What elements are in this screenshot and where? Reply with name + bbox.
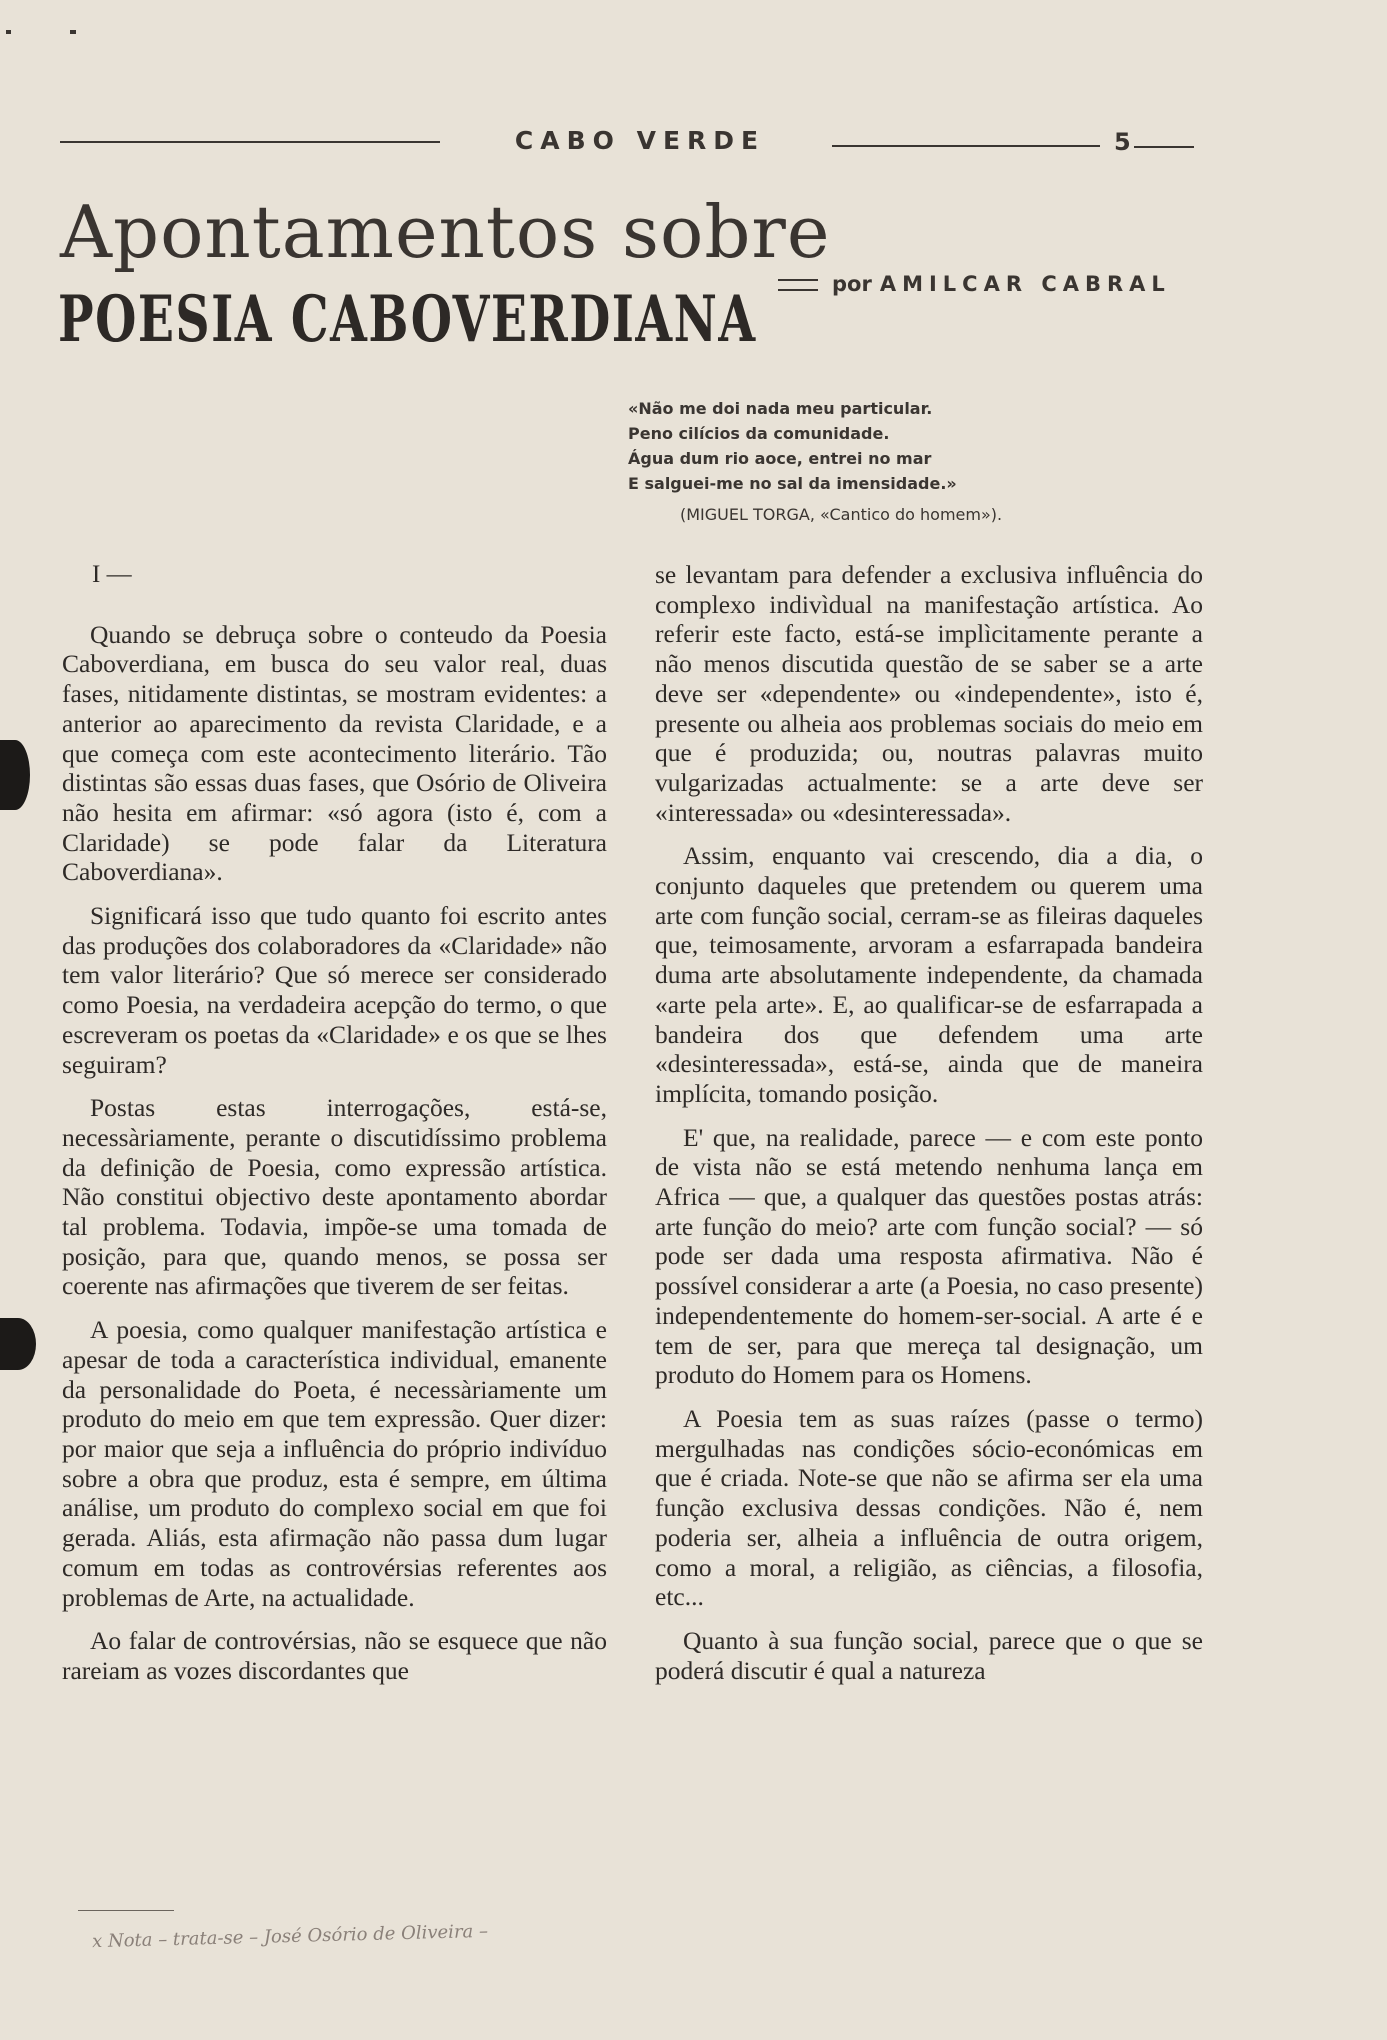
byline-dash	[778, 279, 818, 291]
ink-speck	[70, 30, 76, 34]
epigraph-line: E salguei-me no sal da imensidade.»	[628, 474, 957, 493]
header-rule-left	[60, 141, 440, 143]
paragraph: Assim, enquanto vai crescendo, dia a dia, o conjunto daqueles que pretendem ou querem uma arte com função social, cerram-se as fileiras daqueles que, teimosamente, arvoram a esfarrapada bandeira duma arte absolutamente independente, da chamada «arte pela arte». E, ao qualificar-se de esfarrapada a bandeira dos que defendem uma arte «desinteressada», está-se, ainda que de maneira implícita, tomando posição.	[655, 841, 1203, 1108]
page-number: 5	[1114, 128, 1131, 156]
paragraph: A Poesia tem as suas raízes (passe o termo) mergulhadas nas condições sócio-económicas em que é criada. Note-se que não se afirma ser ela uma função exclusiva dessas condições. Não é, nem poderia ser, alheia a influência de outra origem, como a moral, a religião, as ciências, a filosofia, etc...	[655, 1403, 1203, 1612]
ink-blot	[0, 740, 30, 810]
article-title-line1: Apontamentos sobre	[60, 190, 831, 274]
ink-speck	[6, 30, 11, 34]
left-column	[62, 560, 607, 1700]
epigraph-line: Água dum rio aoce, entrei no mar	[628, 449, 932, 468]
ink-blot	[0, 1318, 36, 1370]
section-number: I —	[92, 561, 132, 588]
paragraph: Significará isso que tudo quanto foi escrito antes das produções dos colaboradores da «Claridade» não tem valor literário? Que só merece ser considerado como Poesia, na verdadeira acepção do termo, o que escreveram os poetas da «Claridade» e os que se lhes seguiram?	[62, 901, 607, 1079]
paragraph: E' que, na realidade, parece — e com este ponto de vista não se está metendo nenhuma lança em Africa — que, a qualquer das questões postas atrás: arte função do meio? arte com função social? — só pode ser dada uma resposta afirmativa. Não é possível considerar a arte (a Poesia, no caso presente) independentemente do homem-ser-social. A arte é e tem de ser, para que mereça tal designação, um produto do Homem para os Homens.	[655, 1122, 1203, 1390]
byline-prefix: por	[832, 272, 872, 296]
paragraph: Quando se debruça sobre o conteudo da Poesia Caboverdiana, em busca do seu valor real, duas fases, nitidamente distintas, se mostram evidentes: a anterior ao aparecimento da revista Claridade, e a que começa com este acontecimento literário. Tão distintas são essas duas fases, que Osório de Oliveira não hesita em afirmar: «só agora (isto é, com a Claridade) se pode falar da Literatura Caboverdiana».	[62, 619, 607, 887]
running-header-title: CABO VERDE	[514, 126, 766, 155]
handwritten-footnote: x Nota – trata-se – José Osório de Oliveira –	[91, 1920, 489, 1953]
article-title-line2: POESIA CABOVERDIANA	[58, 282, 757, 357]
paragraph: se levantam para defender a exclusiva influência do complexo indivìdual na manifestação artística. Ao referir este facto, está-se implìcitamente perante a não menos discutida questão de se saber se a arte deve ser «dependente» ou «independente», isto é, presente ou alheia aos problemas sociais do meio em que é produzida; ou, noutras palavras muito vulgarizadas actualmente: se a arte deve ser «interessada» ou «desinteressada».	[655, 560, 1203, 827]
paragraph: A poesia, como qualquer manifestação artística e apesar de toda a característica individual, emanente da personalidade do Poeta, é necessàriamente um produto do meio em que tem expressão. Quer dizer: por maior que seja a influência do próprio indivíduo sobre a obra que produz, esta é sempre, em última análise, um produto do complexo social em que foi gerada. Aliás, esta afirmação não passa dum lugar comum em todas as controvérsias referentes aos problemas de Arte, na actualidade.	[62, 1315, 607, 1612]
epigraph-line: Peno cilícios da comunidade.	[628, 424, 890, 443]
header-rule-end	[1134, 146, 1194, 148]
paragraph: Quanto à sua função social, parece que o que se poderá discutir é qual a natureza	[655, 1625, 1203, 1685]
byline	[778, 272, 1171, 296]
epigraph	[628, 396, 957, 496]
epigraph-line: «Não me doi nada meu particular.	[628, 399, 933, 418]
author-name: AMILCAR CABRAL	[879, 272, 1171, 296]
header-rule-right	[832, 145, 1100, 147]
paragraph: Ao falar de controvérsias, não se esquece que não rareiam as vozes discordantes que	[62, 1626, 607, 1685]
paragraph: Postas estas interrogações, está-se, necessàriamente, perante o discutidíssimo problema da definição de Poesia, como expressão artística. Não constitui objectivo deste apontamento abordar tal problema. Todavia, impõe-se uma tomada de posição, para que, quando menos, se possa ser coerente nas afirmações que tiverem de ser feitas.	[62, 1093, 607, 1301]
right-column	[655, 560, 1203, 1699]
footnote-rule	[78, 1910, 174, 1911]
epigraph-citation: (MIGUEL TORGA, «Cantico do homem»).	[680, 505, 1003, 524]
